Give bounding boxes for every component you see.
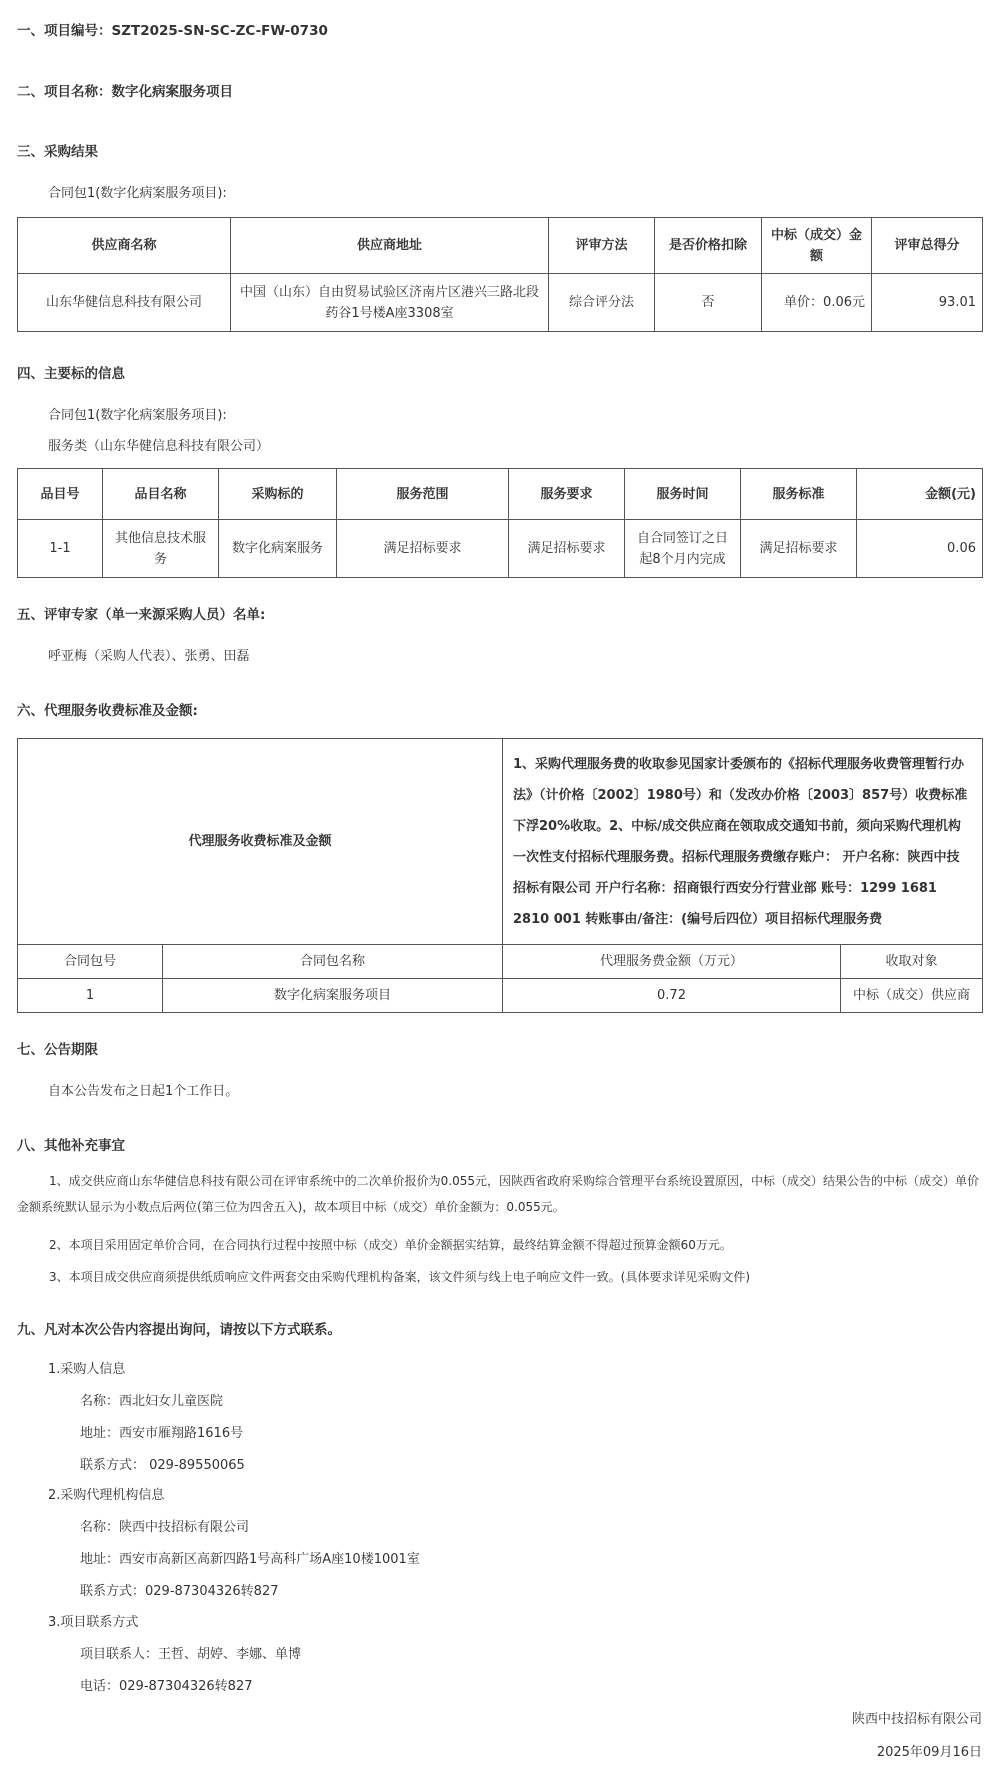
item-header-standard: 服务标准 [741, 469, 857, 520]
result-header-method: 评审方法 [549, 218, 655, 274]
item-time: 自合同签订之日起8个月内完成 [625, 520, 741, 578]
table-row [18, 274, 983, 332]
fee-standard-text: 1、采购代理服务费的收取参见国家计委颁布的《招标代理服务收费管理暂行办法》（计价格〔2002〕1980号）和（发改办价格〔2003〕857号）收费标准下浮20%收取。2、中标/成交供应商在领取成交通知书前，须向采购代理机构一次性支付招标代理服务费。招标代理服务费缴存账户： 开户名称：陕西中技招标有限公司 开户行名称：招商银行西安分行营业部 账号：1299 1681 2810 001 转账事由/备注：(编号后四位）项目招标代理服务费 [503, 739, 983, 945]
main-item-heading: 四、主要标的信息 [17, 366, 125, 382]
fee-header-payer: 收取对象 [841, 945, 983, 979]
fee-package-no: 1 [18, 979, 163, 1013]
other-matters-item-3: 3、本项目成交供应商须提供纸质响应文件两套交由采购代理机构备案，该文件须与线上电子响应文件一致。(具体要求详见采购文件) [49, 1270, 751, 1284]
result-header-address: 供应商地址 [231, 218, 549, 274]
purchaser-address: 地址：西安市雁翔路1616号 [80, 1426, 244, 1441]
item-scope: 满足招标要求 [337, 520, 509, 578]
item-table [17, 468, 983, 578]
project-number-line [17, 19, 328, 39]
result-price-deduction: 否 [655, 274, 762, 332]
other-matters-heading: 八、其他补充事宜 [17, 1138, 125, 1154]
result-supplier: 山东华健信息科技有限公司 [18, 274, 231, 332]
agency-fee-heading: 六、代理服务收费标准及金额: [17, 703, 198, 719]
agency-fee-table [17, 738, 983, 1013]
project-number-label: 一、项目编号： [17, 23, 112, 39]
item-header-target: 采购标的 [219, 469, 337, 520]
footer-company: 陕西中技招标有限公司 [851, 1712, 982, 1727]
experts-heading: 五、评审专家（单一来源采购人员）名单: [17, 607, 266, 623]
result-address: 中国（山东）自由贸易试验区济南片区港兴三路北段药谷1号楼A座3308室 [231, 274, 549, 332]
purchaser-phone: 联系方式： 029-89550065 [80, 1458, 245, 1473]
fee-standard-label: 代理服务收费标准及金额 [18, 739, 503, 945]
project-number-value: SZT2025-SN-SC-ZC-FW-0730 [111, 23, 328, 39]
result-score: 93.01 [872, 274, 983, 332]
other-matters-item-2: 2、本项目采用固定单价合同，在合同执行过程中按照中标（成交）单价金额据实结算，最终结算金额不得超过预算金额60万元。 [49, 1238, 732, 1252]
fee-table-header-row [18, 945, 983, 979]
result-header-supplier: 供应商名称 [18, 218, 231, 274]
footer-date: 2025年09月16日 [876, 1745, 982, 1760]
item-header-requirement: 服务要求 [509, 469, 625, 520]
item-header-name: 品目名称 [103, 469, 219, 520]
item-amount: 0.06 [857, 520, 983, 578]
purchaser-info-title: 1.采购人信息 [48, 1362, 126, 1377]
project-name-line [17, 80, 233, 100]
agency-phone: 联系方式：029-87304326转827 [80, 1584, 279, 1599]
item-table-header-row [18, 469, 983, 520]
result-method: 综合评分法 [549, 274, 655, 332]
item-header-time: 服务时间 [625, 469, 741, 520]
table-row [18, 520, 983, 578]
fee-header-package-no: 合同包号 [18, 945, 163, 979]
fee-package-name: 数字化病案服务项目 [163, 979, 503, 1013]
contact-heading: 九、凡对本次公告内容提出询问，请按以下方式联系。 [17, 1322, 341, 1338]
procurement-result-heading: 三、采购结果 [17, 144, 98, 160]
agency-address: 地址：西安市高新区高新四路1号高科广场A座10楼1001室 [80, 1552, 420, 1567]
fee-standard-row [18, 739, 983, 945]
item-number: 1-1 [18, 520, 103, 578]
item-name: 其他信息技术服务 [103, 520, 219, 578]
agency-name: 名称：陕西中技招标有限公司 [80, 1520, 250, 1535]
table-row [18, 979, 983, 1013]
project-name-label: 二、项目名称： [17, 84, 112, 100]
fee-payer: 中标（成交）供应商 [841, 979, 983, 1013]
result-table [17, 217, 983, 332]
agency-info-title: 2.采购代理机构信息 [48, 1488, 165, 1503]
result-amount: 单价：0.06元 [762, 274, 872, 332]
item-header-number: 品目号 [18, 469, 103, 520]
result-header-price-deduction: 是否价格扣除 [655, 218, 762, 274]
item-target: 数字化病案服务 [219, 520, 337, 578]
item-header-scope: 服务范围 [337, 469, 509, 520]
result-header-score: 评审总得分 [872, 218, 983, 274]
project-phone: 电话：029-87304326转827 [80, 1679, 253, 1694]
project-contacts: 项目联系人：王哲、胡婷、李娜、单博 [80, 1647, 302, 1662]
experts-names: 呼亚梅（采购人代表）、张勇、田磊 [48, 649, 250, 664]
notice-period-heading: 七、公告期限 [17, 1042, 98, 1058]
notice-period-text: 自本公告发布之日起1个工作日。 [48, 1084, 239, 1099]
item-header-amount: 金额(元) [857, 469, 983, 520]
project-contact-title: 3.项目联系方式 [48, 1615, 139, 1630]
result-table-header-row [18, 218, 983, 274]
purchaser-name: 名称：西北妇女儿童医院 [80, 1394, 224, 1409]
fee-header-amount: 代理服务费金额（万元） [503, 945, 841, 979]
result-package-label: 合同包1(数字化病案服务项目): [48, 186, 227, 201]
item-package-label: 合同包1(数字化病案服务项目): [48, 408, 227, 423]
fee-amount: 0.72 [503, 979, 841, 1013]
result-header-amount: 中标（成交）金额 [762, 218, 872, 274]
item-standard: 满足招标要求 [741, 520, 857, 578]
item-category-label: 服务类（山东华健信息科技有限公司） [48, 439, 270, 454]
other-matters-item-1: 1、成交供应商山东华健信息科技有限公司在评审系统中的二次单价报价为0.055元，因陕西省政府采购综合管理平台系统设置原因，中标（成交）结果公告的中标（成交）单价金额系统默认显示为小数点后两位(第三位为四舍五入)，故本项目中标（成交）单价金额为：0.055元。 [17, 1174, 979, 1214]
item-requirement: 满足招标要求 [509, 520, 625, 578]
project-name-value: 数字化病案服务项目 [111, 84, 233, 100]
fee-header-package-name: 合同包名称 [163, 945, 503, 979]
